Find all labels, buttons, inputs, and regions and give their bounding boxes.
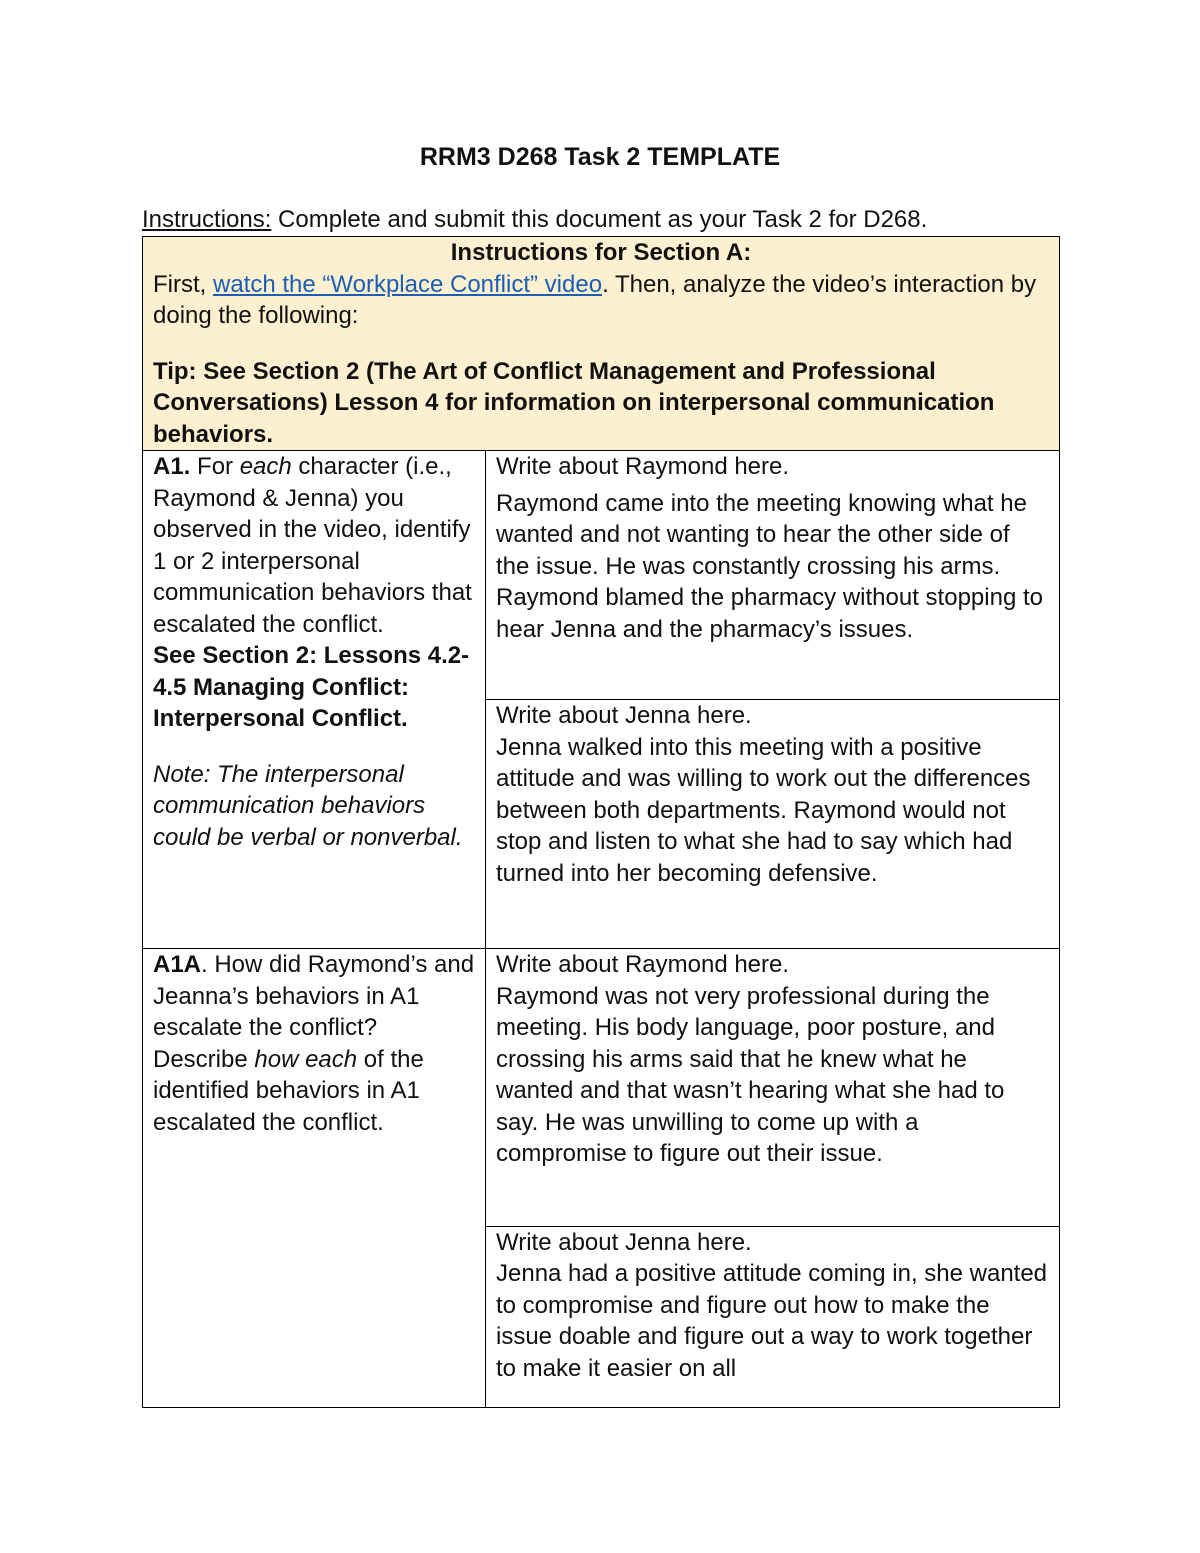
a1a-question xyxy=(153,949,475,1138)
a1a-raymond-answer-cell[interactable] xyxy=(486,949,1060,1227)
a1-question-cell xyxy=(143,451,486,949)
workplace-conflict-video-link[interactable]: watch the “Workplace Conflict” video xyxy=(213,270,603,298)
a1-raymond-row xyxy=(143,451,1060,700)
a1a-jenna-prompt: Write about Jenna here. xyxy=(496,1228,752,1256)
a1a-text-part-2: of the identified behaviors in A1 escalated the conflict. xyxy=(153,1045,424,1136)
a1a-text-part-1: . How did Raymond’s and Jeanna’s behaviors in A1 escalate the conflict? Describe xyxy=(153,951,475,1073)
a1-note: Note: The interpersonal communication behaviors could be verbal or nonverbal. xyxy=(153,760,463,851)
task-table xyxy=(142,236,1060,1408)
a1a-jenna-answer-cell[interactable] xyxy=(486,1226,1060,1407)
a1-raymond-prompt: Write about Raymond here. xyxy=(496,453,790,480)
section-a-instructions-cell xyxy=(143,237,1060,451)
a1a-jenna-answer: Jenna had a positive attitude coming in, she wanted to compromise and figure out how to make the issue doable and figure out a way to work together to make it easier on all xyxy=(496,1260,1048,1382)
a1-text-part-2: character (i.e., Raymond & Jenna) you observed in the video, identify 1 or 2 interpersonal communication behaviors that escalated the conflict. xyxy=(153,453,472,638)
a1-label: A1. xyxy=(153,453,191,480)
section-a-intro-suffix: . Then, analyze the video’s interaction by doing the following: xyxy=(153,270,1037,329)
document-title: RRM3 D268 Task 2 TEMPLATE xyxy=(419,143,781,171)
instructions-label: Instructions: xyxy=(142,206,272,233)
a1a-raymond-answer: Raymond was not very professional during the meeting. His body language, poor posture, and crossing his arms said that he knew what he wanted and that wasn’t hearing what she had to say. He was unwilling to come up with a compromise to figure out their issue. xyxy=(496,982,1005,1167)
a1a-label: A1A xyxy=(153,951,202,978)
a1a-question-cell xyxy=(143,949,486,1408)
instructions-line xyxy=(142,204,1062,236)
a1-jenna-answer-cell[interactable] xyxy=(486,700,1060,949)
section-a-title: Instructions for Section A: xyxy=(450,239,752,266)
a1-reference: See Section 2: Lessons 4.2-4.5 Managing Conflict: Interpersonal Conflict. xyxy=(153,642,470,732)
section-a-tip: Tip: See Section 2 (The Art of Conflict Management and Professional Conversations) Lesson 4 for information on interpersonal communication behaviors. xyxy=(153,357,995,448)
a1-jenna-prompt: Write about Jenna here. xyxy=(496,702,752,729)
a1a-raymond-prompt: Write about Raymond here. xyxy=(496,951,790,978)
a1-text-emphasis: each xyxy=(239,453,292,480)
a1-raymond-answer: Raymond came into the meeting knowing what he wanted and not wanting to hear the other side of the issue. He was constantly crossing his arms. Raymond blamed the pharmacy without stopping to hear Jenna and the pharmacy’s issues. xyxy=(496,489,1043,643)
a1-question xyxy=(153,451,475,640)
instructions-text: Complete and submit this document as your Task 2 for D268. xyxy=(271,206,928,233)
a1-raymond-answer-cell[interactable] xyxy=(486,451,1060,700)
a1-jenna-answer: Jenna walked into this meeting with a positive attitude and was willing to work out the differences between both departments. Raymond would not stop and listen to what she had to say which had turned into her becoming defensive. xyxy=(496,733,1031,887)
a1a-text-emphasis: how each xyxy=(254,1045,358,1073)
a1-text-part-1: For xyxy=(190,453,240,480)
section-a-intro-prefix: First, xyxy=(153,270,213,298)
section-a-header-row xyxy=(143,237,1060,451)
a1a-raymond-row xyxy=(143,949,1060,1227)
section-a-intro xyxy=(153,269,1049,332)
